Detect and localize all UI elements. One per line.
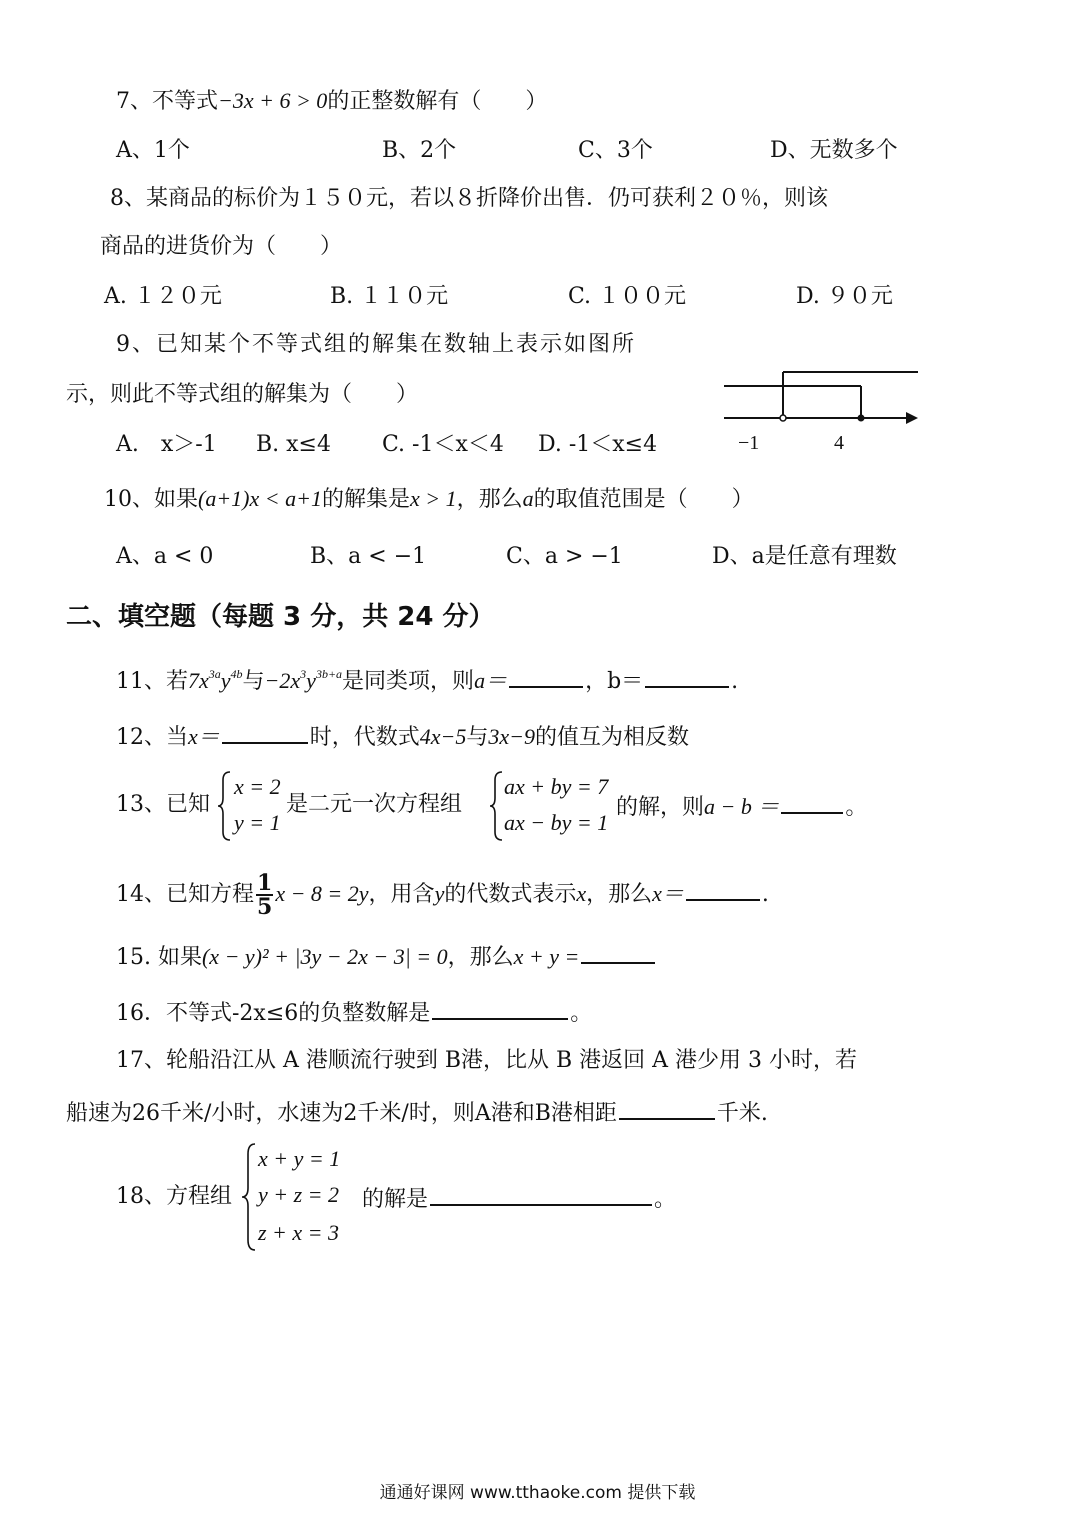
q13-suffix: 的解，则 <box>616 795 705 820</box>
q10-expr: (a+1)x < a+1 <box>198 486 322 511</box>
q10-option-b: B、a < −1 <box>310 544 427 569</box>
q11-mid: 与 <box>242 669 265 694</box>
q13-expr: a − b ＝ <box>704 794 780 819</box>
q18-tail <box>362 1182 676 1215</box>
q7-prefix: 7、不等式 <box>116 89 218 114</box>
q13-mid: 是二元一次方程组 <box>286 792 463 817</box>
q11-b-label: ，b＝ <box>585 669 644 694</box>
q11-stem <box>116 664 738 697</box>
q18-sys-line3: z + x = 3 <box>258 1220 340 1245</box>
q8-option-c: C. １００元 <box>568 284 687 309</box>
q11-term1: 7x <box>188 668 209 693</box>
q14-fraction <box>256 872 273 918</box>
q12-expr2: 3x−9 <box>488 724 536 749</box>
q16-blank[interactable] <box>432 996 568 1020</box>
q10-stem <box>104 484 754 515</box>
q10-option-d: D、a是任意有理数 <box>712 544 897 569</box>
q14-mid: ，用含 <box>368 882 435 907</box>
open-dot <box>780 415 786 421</box>
q11-term1-y: y <box>220 668 231 693</box>
q11-end: . <box>731 669 739 694</box>
q16-text: 16．不等式-2x≤6的负整数解是 <box>116 1001 431 1026</box>
q9-option-c: C. -1＜x＜4 <box>382 432 504 457</box>
q10-option-c: C、a > −1 <box>506 544 623 569</box>
q17-line2: 船速为26千米/小时，水速为2千米/时，则A港和B港相距 <box>66 1101 617 1126</box>
q18-blank[interactable] <box>430 1182 652 1206</box>
q9-line2: 示，则此不等式组的解集为（ ） <box>66 382 419 407</box>
axis-label-4: 4 <box>834 432 844 454</box>
q11-term1-exp-y: 4b <box>230 666 243 681</box>
q12-prefix: 12、当 <box>116 725 188 750</box>
q11-a-label: a＝ <box>474 668 508 693</box>
q10-suffix: 的取值范围是（ ） <box>533 487 754 512</box>
q14-x-label: x＝ <box>652 881 684 906</box>
q15-stem <box>116 940 657 973</box>
q8-option-b: B. １１０元 <box>330 284 449 309</box>
q11-term2-exp-x: 3 <box>300 666 307 681</box>
q14-mid2: 的代数式表示 <box>444 882 577 907</box>
q8-option-d: D. ９０元 <box>796 284 893 309</box>
q7-option-a: A、1个 <box>116 138 190 163</box>
q15-prefix: 15. 如果 <box>116 945 202 970</box>
q10-option-a: A、a < 0 <box>116 544 214 569</box>
q11-term2-y: y <box>306 668 316 693</box>
q10-prefix: 10、如果 <box>104 487 198 512</box>
q18-sys-line1: x + y = 1 <box>258 1146 341 1171</box>
q13-end: 。 <box>845 795 868 820</box>
q11-term1-exp-x: 3a <box>208 666 221 681</box>
q12-expr1: 4x−5 <box>419 724 467 749</box>
q8-line2: 商品的进货价为（ ） <box>100 234 343 259</box>
q10-var: a <box>522 486 534 511</box>
q18-prefix: 18、方程组 <box>116 1184 232 1209</box>
q18-brace-icon <box>240 1142 258 1252</box>
q7-option-d: D、无数多个 <box>770 138 898 163</box>
q7-expr: −3x + 6 > 0 <box>218 88 328 113</box>
q14-stem <box>116 872 769 918</box>
axis-label-minus1: −1 <box>738 432 760 454</box>
q11-term2-exp-y: 3b+a <box>315 666 343 681</box>
q16-stem <box>116 996 592 1029</box>
q9-line1: 9、已知某个不等式组的解集在数轴上表示如图所 <box>116 332 636 357</box>
q17-end: 千米. <box>716 1101 768 1126</box>
q13-brace2-icon <box>488 770 504 842</box>
q14-frac-den: 5 <box>257 894 273 920</box>
q7-stem <box>116 86 547 117</box>
q11-b-blank[interactable] <box>645 664 729 688</box>
q12-mid: 时，代数式 <box>309 725 420 750</box>
q10-mid: 的解集是 <box>321 487 410 512</box>
q7-suffix: 的正整数解有（ ） <box>327 89 548 114</box>
axis-arrow <box>906 412 918 424</box>
q11-prefix: 11、若 <box>116 669 188 694</box>
footer-credit: 通通好课网 www.tthaoke.com 提供下载 <box>379 1483 696 1503</box>
q13-prefix: 13、已知 <box>116 792 210 817</box>
q18-mid: 的解是 <box>362 1187 429 1212</box>
q14-prefix: 14、已知方程 <box>116 882 254 907</box>
q11-term2: −2x <box>264 668 301 693</box>
section-2-title: 二、填空题（每题 3 分，共 24 分） <box>66 602 495 632</box>
q16-end: 。 <box>570 1001 593 1026</box>
q12-x-label: x＝ <box>188 724 220 749</box>
q11-mid2: 是同类项，则 <box>342 669 475 694</box>
q13-sys2-line2: ax − by = 1 <box>504 810 609 835</box>
q10-expr2: x > 1 <box>409 486 457 511</box>
q12-suffix: 的值互为相反数 <box>535 725 690 750</box>
q9-option-d: D. -1＜x≤4 <box>538 432 658 457</box>
q14-blank[interactable] <box>686 877 760 901</box>
q14-var-y: y <box>434 881 445 906</box>
q12-mid2: 与 <box>466 725 489 750</box>
number-line-svg <box>722 366 922 426</box>
q14-end: . <box>761 882 769 907</box>
q7-option-c: C、3个 <box>578 138 653 163</box>
q13-tail <box>616 790 867 823</box>
q18-sys-line2: y + z = 2 <box>258 1182 340 1207</box>
q13-sys2-line1: ax + by = 7 <box>504 774 609 799</box>
q13-brace1-icon <box>216 770 232 842</box>
number-line-figure <box>722 366 922 454</box>
q15-expr2: x + y = <box>513 944 580 969</box>
q18-end: 。 <box>654 1187 677 1212</box>
q8-option-a: A. １２０元 <box>104 284 222 309</box>
q15-blank[interactable] <box>581 940 655 964</box>
q13-blank[interactable] <box>781 790 843 814</box>
q13-sys1-line2: y = 1 <box>234 810 281 835</box>
q15-mid: ，那么 <box>447 945 514 970</box>
q13-sys1-line1: x = 2 <box>234 774 281 799</box>
q7-option-b: B、2个 <box>382 138 457 163</box>
q14-mid3: ，那么 <box>586 882 653 907</box>
q17-blank[interactable] <box>619 1096 715 1120</box>
q17-line1: 17、轮船沿江从 A 港顺流行驶到 B港，比从 B 港返回 A 港少用 3 小时，若 <box>116 1048 858 1073</box>
closed-dot <box>858 415 865 422</box>
q12-stem <box>116 720 689 753</box>
q14-var-x: x <box>576 881 587 906</box>
q12-blank[interactable] <box>222 720 308 744</box>
q8-line1: 8、某商品的标价为１５０元，若以８折降价出售．仍可获利２０％，则该 <box>110 186 828 211</box>
q14-expr: x − 8 = 2y <box>275 881 369 906</box>
q9-option-b: B. x≤4 <box>256 432 331 457</box>
q14-frac-num: 1 <box>257 870 273 896</box>
q11-a-blank[interactable] <box>509 664 583 688</box>
q9-option-a: A. x＞-1 <box>116 432 217 457</box>
q10-mid2: ，那么 <box>456 487 523 512</box>
q15-expr: (x − y)² + |3y − 2x − 3| = 0 <box>201 944 448 969</box>
q17-line2-wrap <box>66 1096 768 1129</box>
